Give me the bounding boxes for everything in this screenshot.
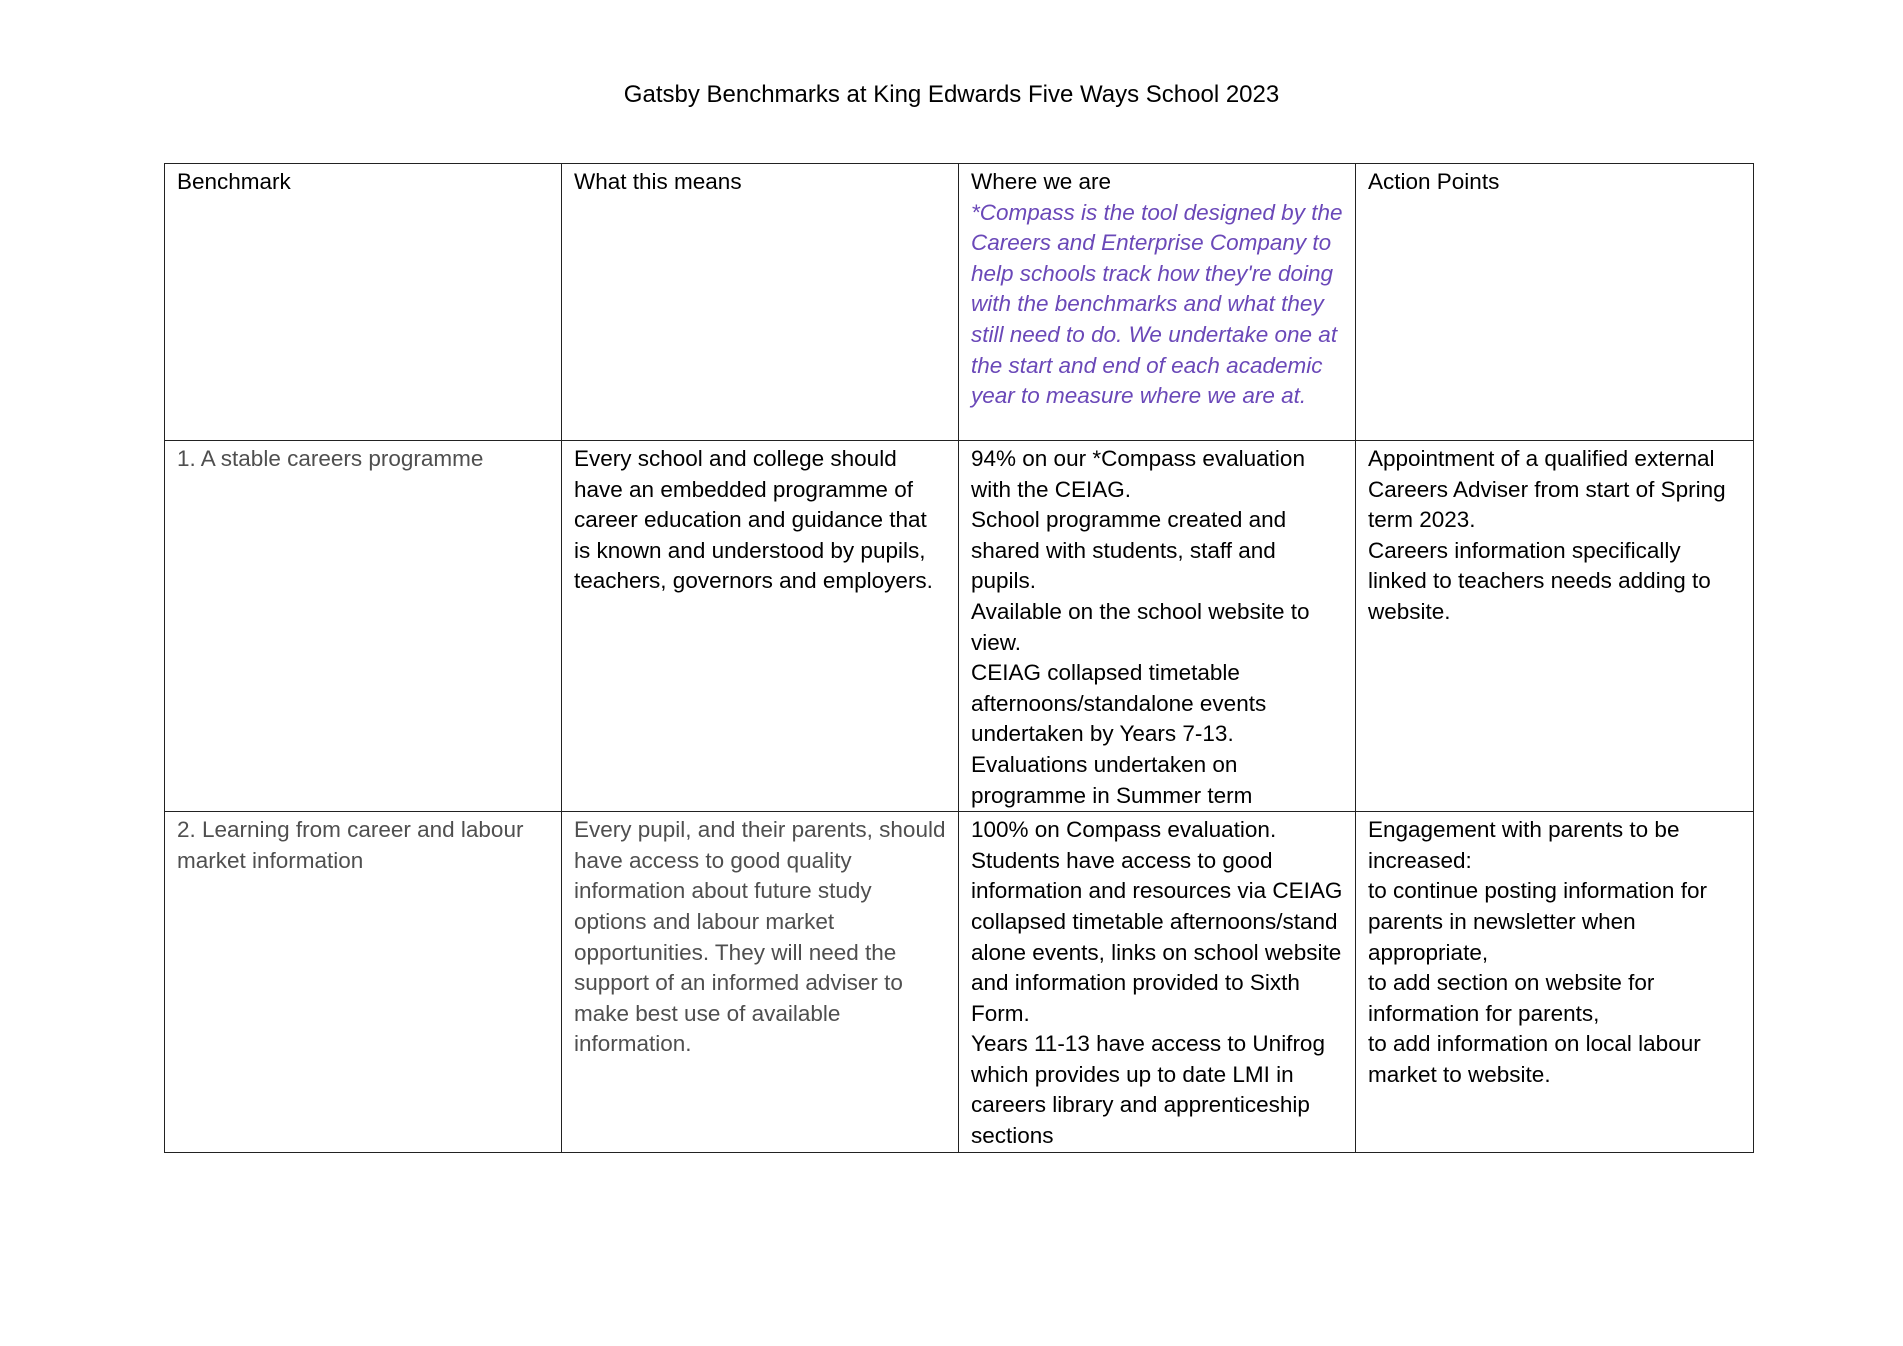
action-line: Appointment of a qualified external Careers Adviser from start of Spring term 2023.	[1368, 446, 1726, 533]
header-cell-meaning	[562, 164, 959, 441]
header-actions: Action Points	[1368, 169, 1500, 194]
header-row	[165, 164, 1754, 441]
meaning-cell	[562, 441, 959, 812]
where-line: Years 11-13 have access to Unifrog which provides up to date LMI in careers library and apprenticeship sections	[971, 1031, 1325, 1149]
benchmark-cell	[165, 812, 562, 1153]
page-title: Gatsby Benchmarks at King Edwards Five Ways School 2023	[623, 81, 1280, 108]
action-line: Careers information specifically linked to teachers needs adding to website.	[1368, 537, 1711, 624]
benchmarks-table	[164, 163, 1754, 1153]
actions-cell	[1356, 441, 1754, 812]
header-cell-where	[959, 164, 1356, 441]
meaning-text: Every pupil, and their parents, should have access to good quality information about future study options and labour market opportunities. They will need the support of an informed adviser to make best use of available information.	[574, 817, 946, 1057]
action-line: to add section on website for information for parents,	[1368, 970, 1655, 1026]
where-line: Students have access to good information and resources via CEIAG collapsed timetable afternoons/stand alone events, links on school website and information provided to Sixth Form.	[971, 847, 1343, 1026]
where-line: 94% on our *Compass evaluation with the CEIAG.	[971, 446, 1305, 502]
where-line: CEIAG collapsed timetable afternoons/standalone events undertaken by Years 7-13.	[971, 660, 1267, 747]
actions-cell	[1356, 812, 1754, 1153]
benchmark-label: 2. Learning from career and labour market information	[177, 817, 524, 873]
action-line: Engagement with parents to be increased:	[1368, 817, 1680, 873]
header-meaning: What this means	[574, 169, 742, 194]
where-line: School programme created and shared with students, staff and pupils.	[971, 507, 1287, 594]
table-row	[165, 441, 1754, 812]
table-row	[165, 812, 1754, 1153]
where-line: Available on the school website to view.	[971, 598, 1310, 655]
where-line: 100% on Compass evaluation.	[971, 817, 1277, 843]
meaning-cell	[562, 812, 959, 1153]
benchmark-cell	[165, 441, 562, 812]
benchmark-label: 1. A stable careers programme	[177, 446, 484, 471]
compass-note: *Compass is the tool designed by the Careers and Enterprise Company to help schools track how they're doing with the benchmarks and what they still need to do. We undertake one at the start and end of each academic year to measure where we are at.	[971, 199, 1343, 409]
meaning-text: Every school and college should have an embedded programme of career education and guidance that is known and understood by pupils, teachers, governors and employers.	[574, 446, 933, 594]
action-line: to continue posting information for parents in newsletter when appropriate,	[1368, 878, 1707, 965]
header-benchmark: Benchmark	[177, 169, 291, 194]
action-line: to add information on local labour market to website.	[1368, 1031, 1701, 1087]
where-cell	[959, 441, 1356, 812]
where-line: Evaluations undertaken on programme in Summer term	[971, 751, 1253, 808]
header-cell-benchmark	[165, 164, 562, 441]
header-where: Where we are	[971, 169, 1112, 194]
where-cell	[959, 812, 1356, 1153]
header-cell-actions	[1356, 164, 1754, 441]
